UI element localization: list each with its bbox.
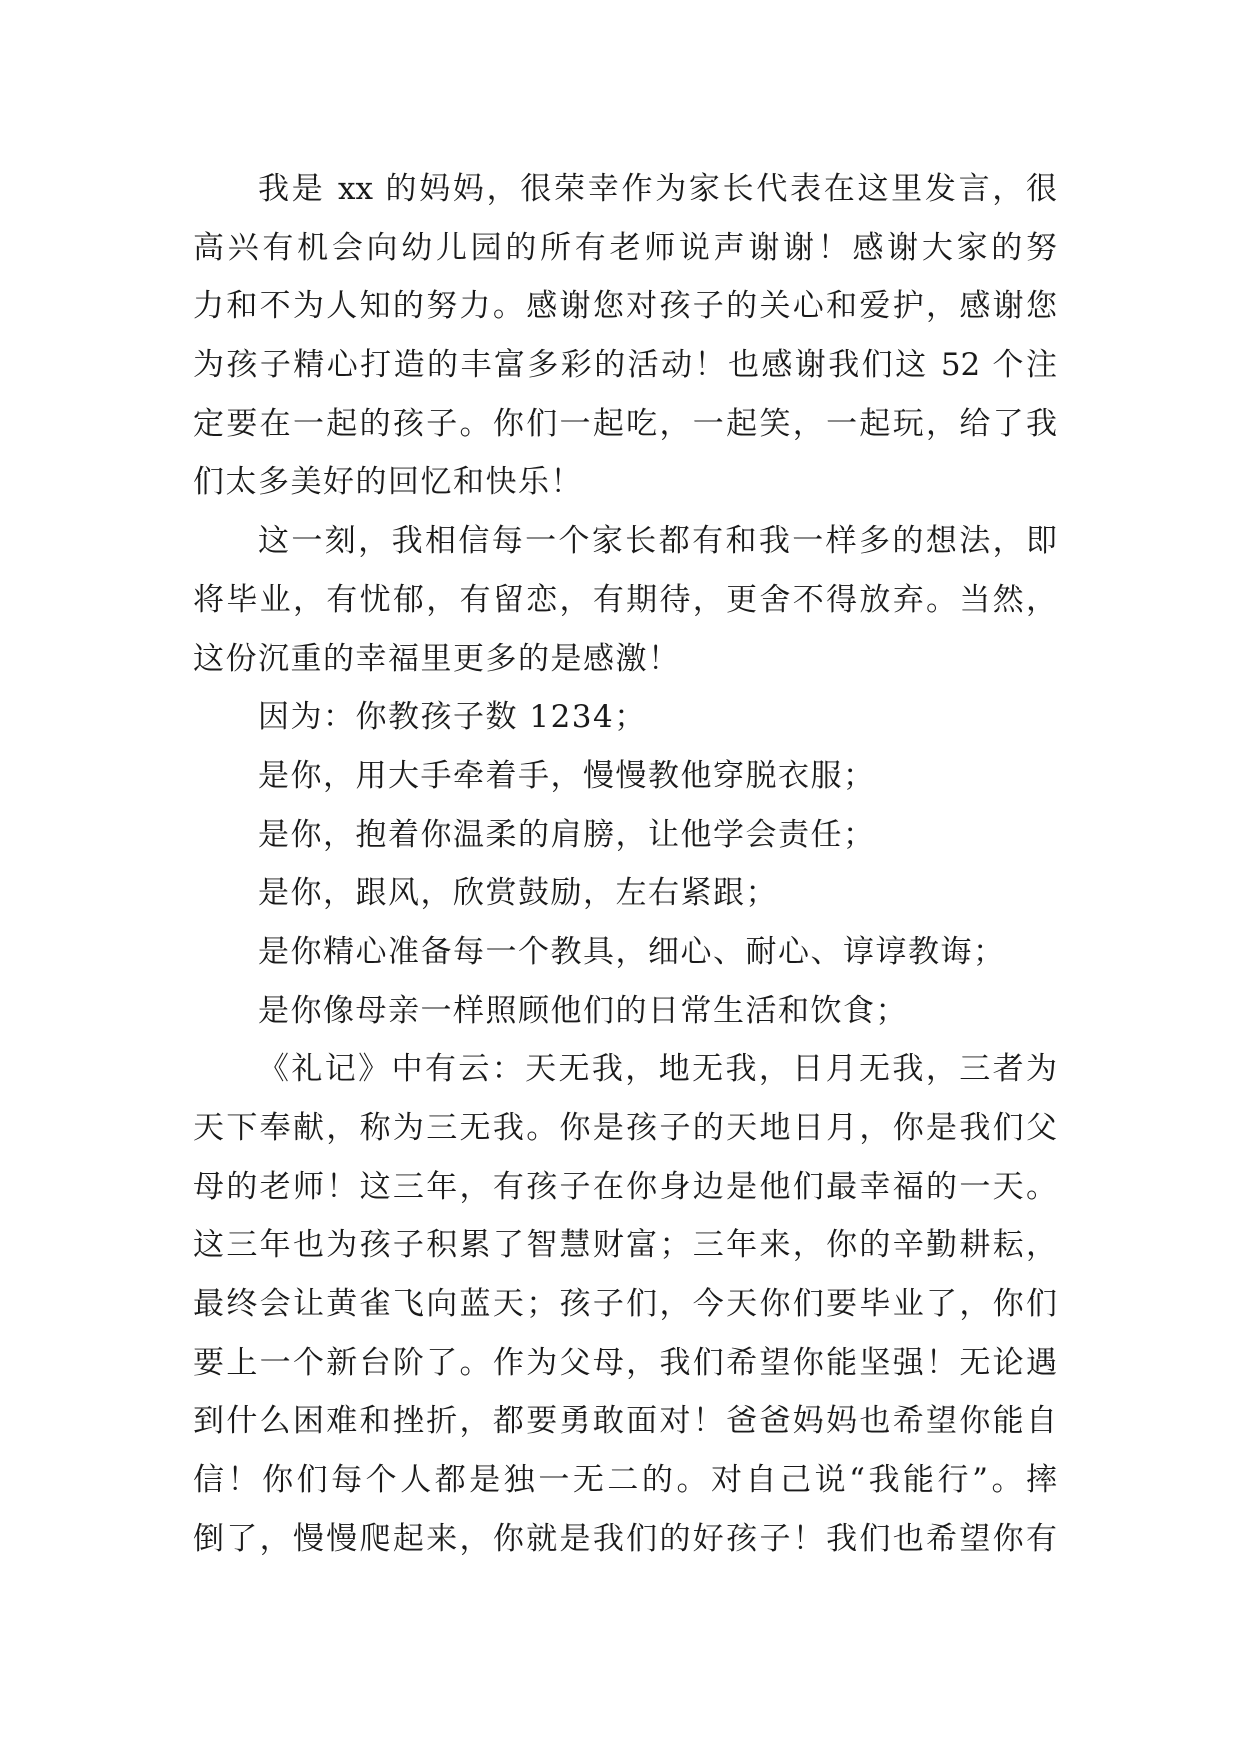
text-line: 是你精心准备每一个教具，细心、耐心、谆谆教诲； xyxy=(258,933,1006,970)
text-line: 天下奉献，称为三无我。你是孩子的天地日月，你是我们父 xyxy=(193,1110,1057,1146)
text-line: 要上一个新台阶了。作为父母，我们希望你能坚强！无论遇 xyxy=(193,1344,1057,1381)
text-line: 定要在一起的孩子。你们一起吃，一起笑，一起玩，给了我 xyxy=(193,405,1057,442)
text-line: 这份沉重的幸福里更多的是感激！ xyxy=(193,640,681,677)
text-line: 这三年也为孩子积累了智慧财富；三年来，你的辛勤耕耘， xyxy=(193,1227,1057,1264)
text-line: 是你，跟风，欣赏鼓励，左右紧跟； xyxy=(258,875,778,912)
paragraph xyxy=(193,747,1057,806)
paragraph xyxy=(193,982,1057,1041)
text-line: 为孩子精心打造的丰富多彩的活动！也感谢我们这 52 个注 xyxy=(193,347,1057,384)
text-line: 因为：你教孩子数 1234； xyxy=(258,699,647,736)
paragraph xyxy=(193,688,1057,747)
text-line: 力和不为人知的努力。感谢您对孩子的关心和爱护，感谢您 xyxy=(193,288,1057,325)
paragraph xyxy=(193,864,1057,923)
text-line: 最终会让黄雀飞向蓝天；孩子们，今天你们要毕业了，你们 xyxy=(193,1286,1057,1323)
text-line: 这一刻，我相信每一个家长都有和我一样多的想法，即 xyxy=(258,523,1057,560)
document-body xyxy=(193,160,1057,1569)
text-line: 是你像母亲一样照顾他们的日常生活和饮食； xyxy=(258,992,908,1029)
text-line: 到什么困难和挫折，都要勇敢面对！爸爸妈妈也希望你能自 xyxy=(193,1403,1057,1440)
paragraph xyxy=(193,1040,1057,1568)
paragraph xyxy=(193,923,1057,982)
text-line: 高兴有机会向幼儿园的所有老师说声谢谢！感谢大家的努 xyxy=(193,229,1057,266)
text-line: 们太多美好的回忆和快乐！ xyxy=(193,464,583,501)
paragraph xyxy=(193,806,1057,865)
paragraph xyxy=(193,160,1057,512)
text-line: 将毕业，有忧郁，有留恋，有期待，更舍不得放弃。当然， xyxy=(193,581,1057,618)
text-line: 倒了，慢慢爬起来，你就是我们的好孩子！我们也希望你有 xyxy=(193,1520,1057,1557)
text-line: 是你，抱着你温柔的肩膀，让他学会责任； xyxy=(258,816,876,853)
text-line: 信！你们每个人都是独一无二的。对自己说“我能行”。摔 xyxy=(193,1462,1057,1499)
text-line: 《礼记》中有云：天无我，地无我，日月无我，三者为 xyxy=(258,1051,1057,1088)
text-line: 母的老师！这三年，有孩子在你身边是他们最幸福的一天。 xyxy=(193,1168,1057,1205)
text-line: 是你，用大手牵着手，慢慢教他穿脱衣服； xyxy=(258,757,876,794)
paragraph xyxy=(193,512,1057,688)
text-line: 我是 xx 的妈妈，很荣幸作为家长代表在这里发言，很 xyxy=(258,171,1057,207)
